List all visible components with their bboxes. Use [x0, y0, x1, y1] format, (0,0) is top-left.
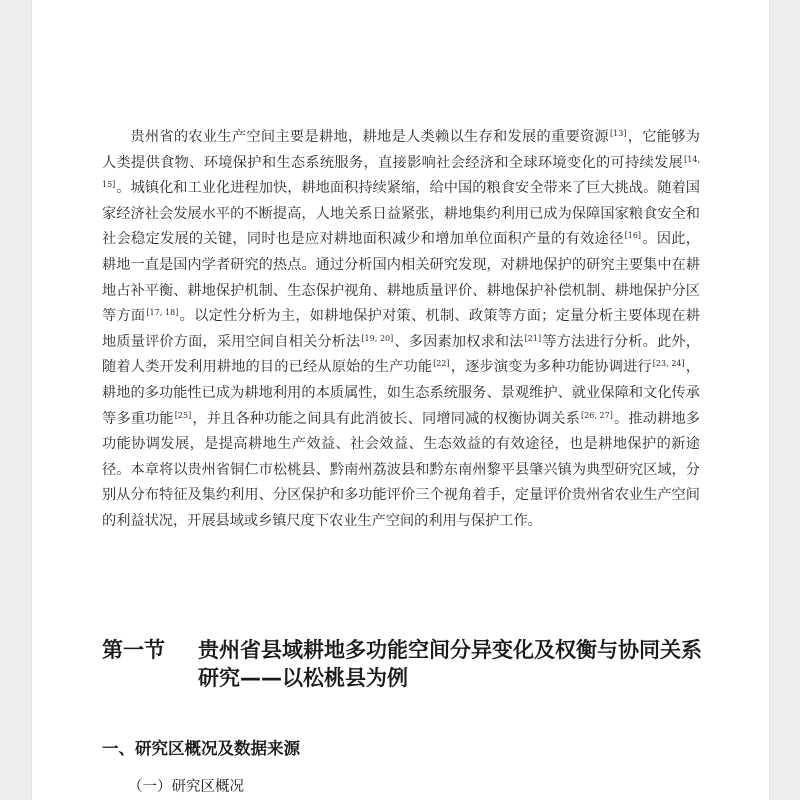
section-number: 第一节	[102, 638, 165, 662]
citation: [25]	[174, 410, 192, 420]
citation: [21]	[524, 333, 542, 343]
citation: [13]	[610, 129, 627, 138]
body-text-block	[102, 125, 700, 535]
section-heading	[102, 636, 702, 692]
paragraph-text: ，它能够为人类提供食物、环境保护和生态系统服务，直接影响社会经济和全球环境变化的可持续发展	[102, 129, 700, 171]
subsection-heading: 一、研究区概况及数据来源	[102, 739, 300, 758]
citation: [14, 15]	[102, 154, 700, 190]
citation: [19, 20]	[361, 333, 394, 343]
paragraph-text: 。城镇化和工业化进程加快，耕地面积持续紧缩，给中国的粮食安全带来了巨大挑战。随着国家经济社会发展水平的不断提高，人地关系日益紧张，耕地集约利用已成为保障国家粮食安全和社会稳定发展的关键，同时也是应对耕地面积减少和增加单位面积产量的有效途径	[102, 180, 700, 248]
document-page	[32, 0, 769, 800]
paragraph-text: 。以定性分析为主，如耕地保护对策、机制、政策等方面；定量分析主要体现在耕地质量评价方面，采用空间自相关分析法	[102, 308, 700, 350]
paragraph-text: 、多因素加权求和法	[394, 333, 524, 350]
citation: [22]	[433, 359, 450, 369]
paragraph-text: 。因此，耕地一直是国内学者研究的热点。通过分析国内相关研究发现，对耕地保护的研究主要集中在耕地占补平衡、耕地保护机制、生态保护视角、耕地质量评价、耕地保护补偿机制、耕地保护分区等方面	[102, 231, 700, 325]
paragraph-text: 等方法进行分析。此外，随着人类开发利用耕地的目的已经从原始的生产功能	[102, 333, 700, 376]
paragraph-text: 贵州省的农业生产空间主要是耕地，耕地是人类赖以生存和发展的重要资源	[130, 129, 610, 145]
intro-paragraph	[102, 125, 700, 535]
section-title: 贵州省县域耕地多功能空间分异变化及权衡与协同关系研究——以松桃县为例	[198, 638, 702, 690]
paragraph-text: ，耕地的多功能性已成为耕地利用的本质属性，如生态系统服务、景观维护、就业保障和文化传承等多重功能	[102, 359, 700, 427]
citation: [16]	[624, 231, 642, 241]
paragraph-text: ，并且各种功能之间具有此消彼长、同增同减的权衡协调关系	[192, 410, 580, 427]
sub-subsection-heading: （一）研究区概况	[128, 779, 244, 795]
citation: [23, 24]	[652, 359, 685, 369]
citation: [26, 27]	[580, 410, 613, 420]
citation: [17, 18]	[146, 308, 179, 318]
paragraph-text: 。推动耕地多功能协调发展，是提高耕地生产效益、社会效益、生态效益的有效途径，也是耕地保护的新途径。本章将以贵州省铜仁市松桃县、黔南州荔波县和黔东南州黎平县肇兴镇为典型研究区域，分别从分布特征及集约利用、分区保护和多功能评价三个视角着手，定量评价贵州省农业生产空间的利益状况，开展县域或乡镇尺度下农业生产空间的利用与保护工作。	[102, 410, 700, 529]
paragraph-text: ，逐步演变为多种功能协调进行	[450, 359, 652, 376]
